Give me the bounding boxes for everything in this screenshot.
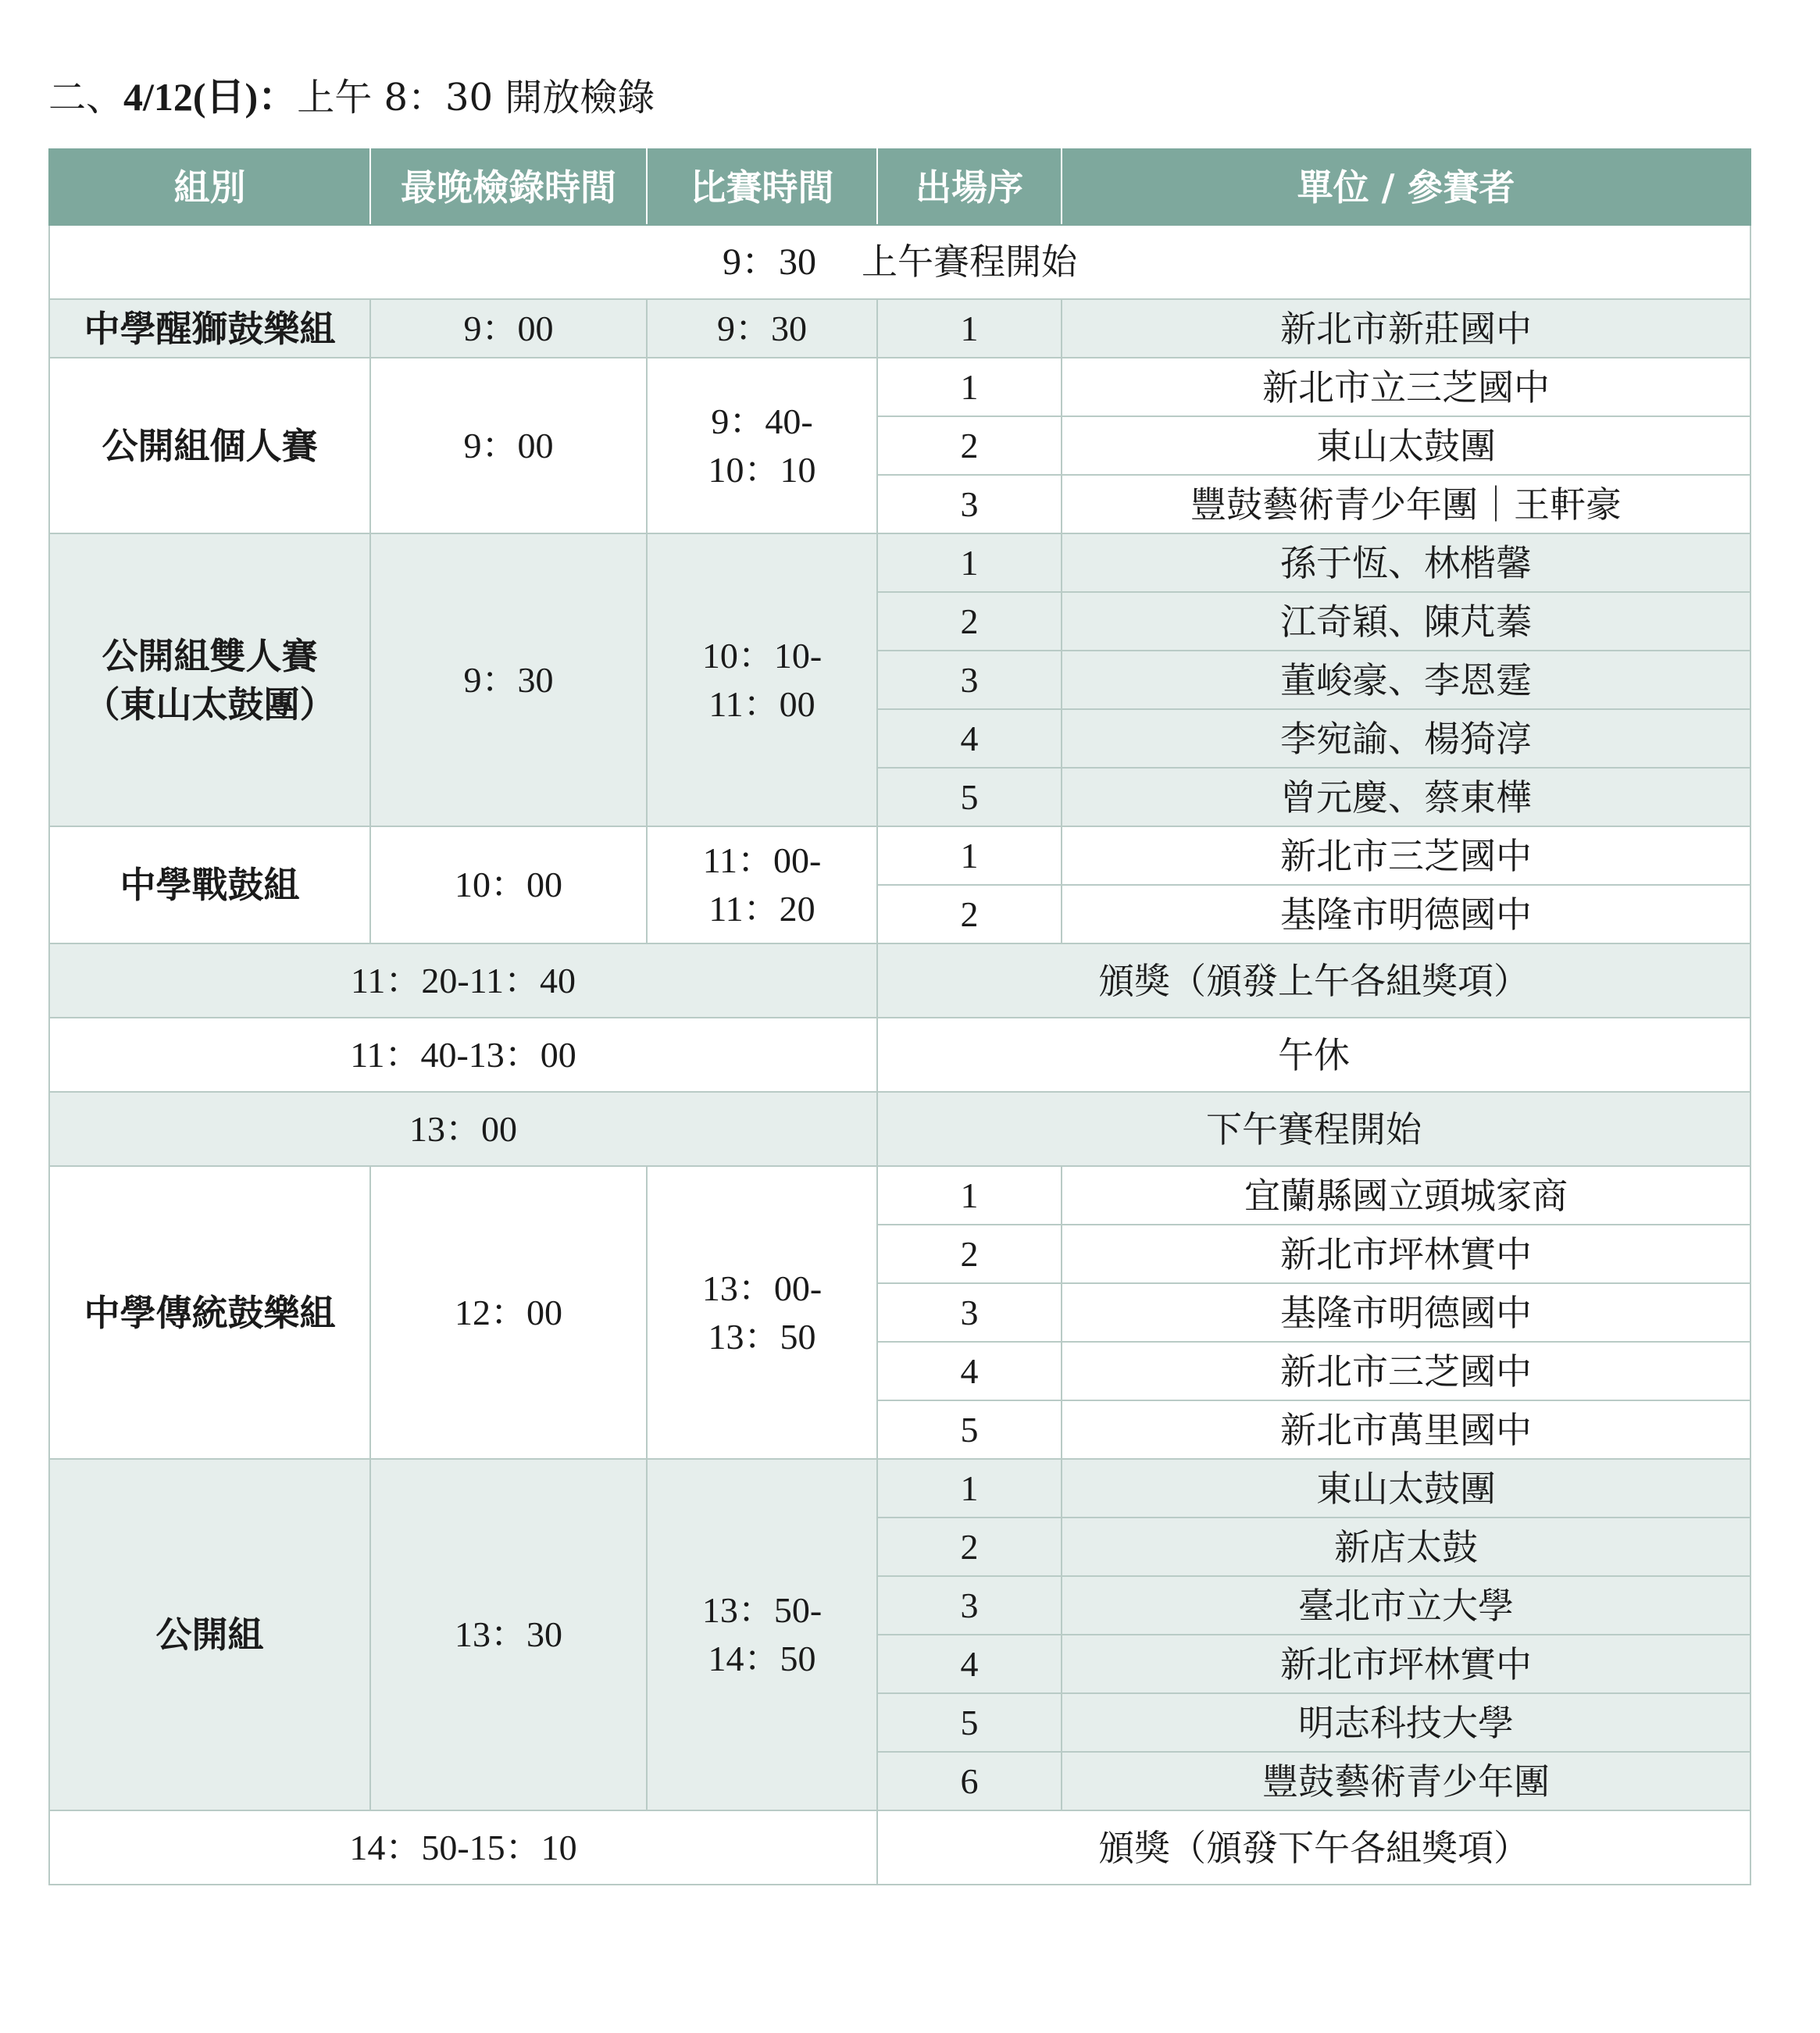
unit-cell: 臺北市立大學 (1062, 1576, 1750, 1635)
table-row (49, 826, 1750, 885)
checkin-time: 9：30 (370, 533, 647, 826)
order-cell: 4 (877, 1342, 1062, 1400)
unit-cell: 新北市新莊國中 (1062, 299, 1750, 358)
banner-row-awards-afternoon (49, 1810, 1750, 1885)
group-name: 公開組雙人賽 （東山太鼓團） (49, 533, 370, 826)
order-cell: 3 (877, 1576, 1062, 1635)
order-cell: 2 (877, 592, 1062, 651)
checkin-time: 9：00 (370, 358, 647, 533)
banner-text: 上午賽程開始 (862, 241, 1077, 283)
banner-text: 頒獎（頒發下午各組獎項） (877, 1810, 1750, 1885)
banner-row-awards-morning (49, 943, 1750, 1018)
unit-cell: 基隆市明德國中 (1062, 885, 1750, 943)
banner-row-lunch (49, 1018, 1750, 1092)
order-cell: 2 (877, 416, 1062, 475)
banner-time: 9：30 (722, 241, 816, 283)
order-cell: 1 (877, 826, 1062, 885)
group-name: 公開組 (49, 1459, 370, 1810)
order-cell: 4 (877, 709, 1062, 768)
table-row (49, 358, 1750, 416)
banner-time: 11：20-11：40 (49, 943, 877, 1018)
order-cell: 5 (877, 1400, 1062, 1459)
unit-cell: 李宛諭、楊猗淳 (1062, 709, 1750, 768)
unit-cell: 新北市坪林實中 (1062, 1635, 1750, 1693)
unit-cell: 基隆市明德國中 (1062, 1283, 1750, 1342)
header-time: 比賽時間 (647, 149, 877, 225)
unit-cell: 曾元慶、蔡東樺 (1062, 768, 1750, 826)
checkin-time: 13：30 (370, 1459, 647, 1810)
order-cell: 2 (877, 1518, 1062, 1576)
order-cell: 3 (877, 651, 1062, 709)
header-unit: 單位 / 參賽者 (1062, 149, 1750, 225)
section-heading (48, 66, 655, 121)
order-cell: 2 (877, 885, 1062, 943)
table-row (49, 1166, 1750, 1225)
match-time: 11：00- 11：20 (647, 826, 877, 943)
table-row (49, 299, 1750, 358)
unit-cell: 東山太鼓團 (1062, 1459, 1750, 1518)
header-checkin: 最晚檢錄時間 (370, 149, 647, 225)
table-row (49, 1459, 1750, 1518)
banner-row-afternoon-start (49, 1092, 1750, 1166)
group-name: 中學戰鼓組 (49, 826, 370, 943)
schedule-table (48, 148, 1751, 1885)
unit-cell: 孫于恆、林楷馨 (1062, 533, 1750, 592)
order-cell: 6 (877, 1752, 1062, 1810)
order-cell: 2 (877, 1225, 1062, 1283)
order-cell: 5 (877, 1693, 1062, 1752)
order-cell: 1 (877, 1459, 1062, 1518)
unit-cell: 新北市三芝國中 (1062, 826, 1750, 885)
order-cell: 4 (877, 1635, 1062, 1693)
unit-cell: 新店太鼓 (1062, 1518, 1750, 1576)
checkin-time: 10：00 (370, 826, 647, 943)
checkin-time: 12：00 (370, 1166, 647, 1459)
match-time: 13：50- 14：50 (647, 1459, 877, 1810)
table-row (49, 533, 1750, 592)
unit-cell: 江奇穎、陳芃蓁 (1062, 592, 1750, 651)
unit-cell: 豐鼓藝術青少年團｜王軒豪 (1062, 475, 1750, 533)
unit-cell: 東山太鼓團 (1062, 416, 1750, 475)
banner-cell (49, 225, 1750, 299)
order-cell: 3 (877, 1283, 1062, 1342)
heading-date: 4/12(日)： (123, 75, 298, 119)
unit-cell: 宜蘭縣國立頭城家商 (1062, 1166, 1750, 1225)
group-name: 中學傳統鼓樂組 (49, 1166, 370, 1459)
match-time: 13：00- 13：50 (647, 1166, 877, 1459)
banner-text: 下午賽程開始 (877, 1092, 1750, 1166)
unit-cell: 新北市三芝國中 (1062, 1342, 1750, 1400)
order-cell: 5 (877, 768, 1062, 826)
banner-row-morning-start (49, 225, 1750, 299)
header-group: 組別 (49, 149, 370, 225)
order-cell: 3 (877, 475, 1062, 533)
unit-cell: 新北市坪林實中 (1062, 1225, 1750, 1283)
match-time: 9：30 (647, 299, 877, 358)
order-cell: 1 (877, 533, 1062, 592)
heading-lead: 二、 (48, 75, 124, 119)
match-time: 9：40- 10：10 (647, 358, 877, 533)
banner-time: 13：00 (49, 1092, 877, 1166)
heading-checkin-note: 上午 8：30 開放檢錄 (297, 75, 655, 119)
unit-cell: 新北市萬里國中 (1062, 1400, 1750, 1459)
checkin-time: 9：00 (370, 299, 647, 358)
group-name: 中學醒獅鼓樂組 (49, 299, 370, 358)
unit-cell: 明志科技大學 (1062, 1693, 1750, 1752)
header-row (49, 149, 1750, 225)
unit-cell: 新北市立三芝國中 (1062, 358, 1750, 416)
match-time: 10：10- 11：00 (647, 533, 877, 826)
order-cell: 1 (877, 299, 1062, 358)
banner-time: 11：40-13：00 (49, 1018, 877, 1092)
group-name: 公開組個人賽 (49, 358, 370, 533)
header-order: 出場序 (877, 149, 1062, 225)
order-cell: 1 (877, 358, 1062, 416)
order-cell: 1 (877, 1166, 1062, 1225)
banner-text: 午休 (877, 1018, 1750, 1092)
unit-cell: 豐鼓藝術青少年團 (1062, 1752, 1750, 1810)
banner-time: 14：50-15：10 (49, 1810, 877, 1885)
banner-text: 頒獎（頒發上午各組獎項） (877, 943, 1750, 1018)
unit-cell: 董峻豪、李恩霆 (1062, 651, 1750, 709)
